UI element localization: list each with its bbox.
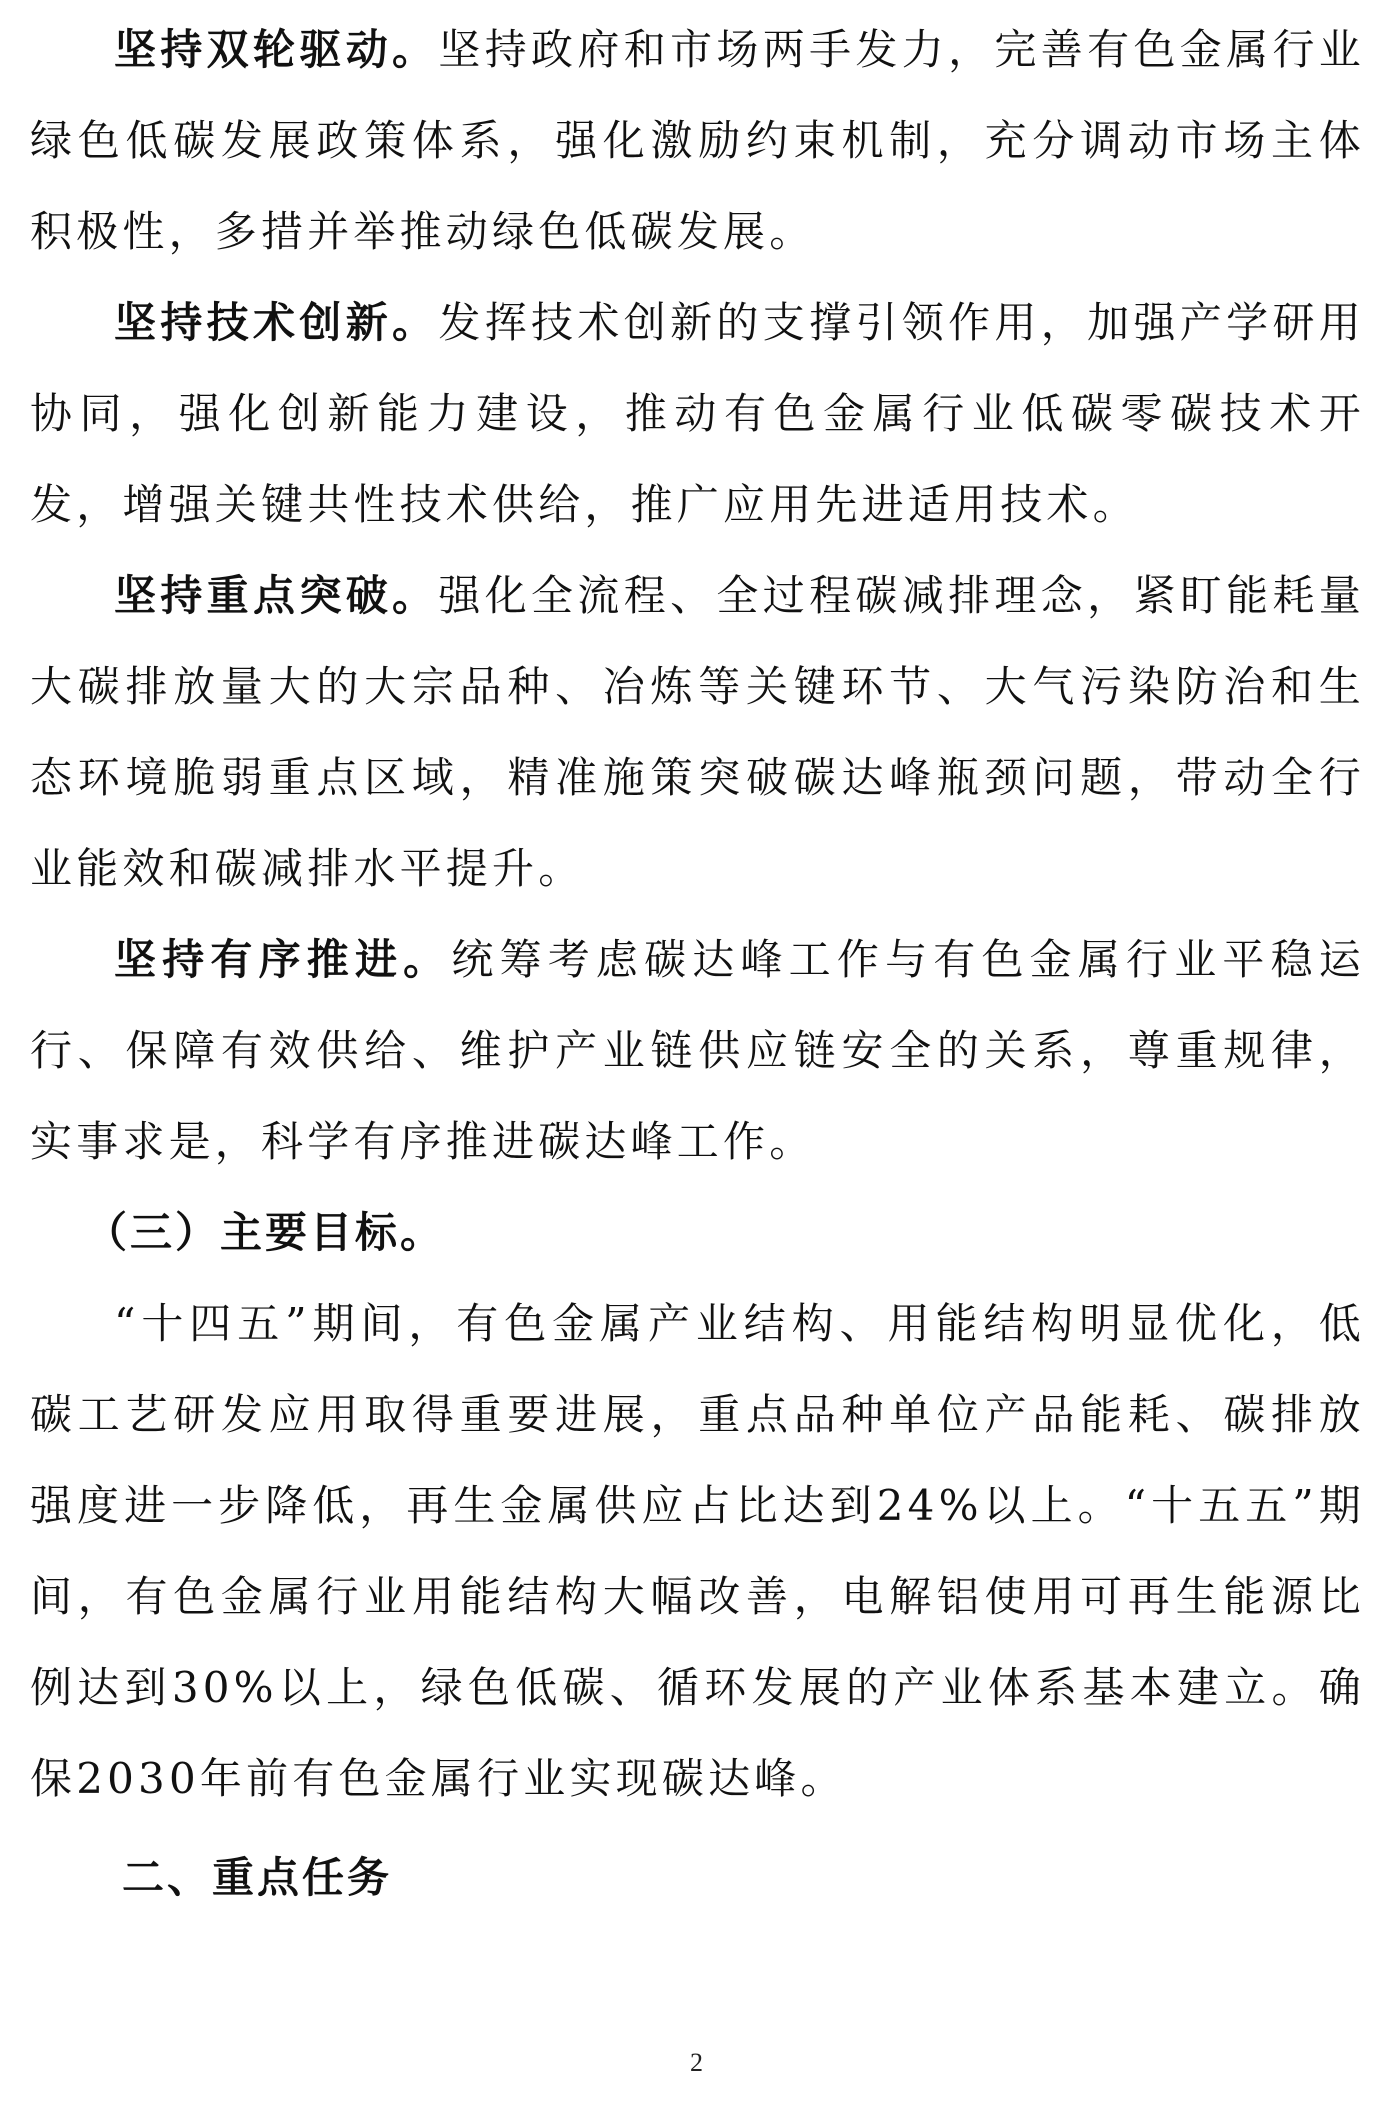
principle-paragraph-key-breakthrough	[30, 550, 1365, 914]
principle-paragraph-tech-innovation	[30, 277, 1365, 550]
principle-text: 坚持政府和市场两手发力，完善有色金属行业绿色低碳发展政策体系，强化激励约束机制，充分调动市场主体积极性，多措并举推动绿色低碳发展。	[30, 25, 1365, 256]
principle-paragraph-dual-drive	[30, 4, 1365, 277]
principle-lead: 坚持技术创新。	[114, 298, 439, 347]
principle-text: 强化全流程、全过程碳减排理念，紧盯能耗量大碳排放量大的大宗品种、冶炼等关键环节、大气污染防治和生态环境脆弱重点区域，精准施策突破碳达峰瓶颈问题，带动全行业能效和碳减排水平提升。	[30, 571, 1365, 893]
goals-paragraph: “十四五”期间，有色金属产业结构、用能结构明显优化，低碳工艺研发应用取得重要进展，重点品种单位产品能耗、碳排放强度进一步降低，再生金属供应占比达到24%以上。“十五五”期间，有色金属行业用能结构大幅改善，电解铝使用可再生能源比例达到30%以上，绿色低碳、循环发展的产业体系基本建立。确保2030年前有色金属行业实现碳达峰。	[30, 1299, 1365, 1803]
principle-text: 统筹考虑碳达峰工作与有色金属行业平稳运行、保障有效供给、维护产业链供应链安全的关系，尊重规律，实事求是，科学有序推进碳达峰工作。	[30, 935, 1365, 1166]
page-number: 2	[690, 2048, 703, 2077]
body-text	[30, 4, 1365, 1923]
section-heading-key-tasks: 二、重点任务	[122, 1853, 393, 1902]
principle-text: 发挥技术创新的支撑引领作用，加强产学研用协同，强化创新能力建设，推动有色金属行业低碳零碳技术开发，增强关键共性技术供给，推广应用先进适用技术。	[30, 298, 1365, 529]
principle-lead: 坚持双轮驱动。	[114, 25, 439, 74]
sub-heading-main-goals: （三）主要目标。	[85, 1208, 446, 1257]
principle-paragraph-orderly-progress	[30, 914, 1365, 1187]
principle-lead: 坚持重点突破。	[114, 571, 439, 620]
principle-lead: 坚持有序推进。	[114, 935, 452, 984]
